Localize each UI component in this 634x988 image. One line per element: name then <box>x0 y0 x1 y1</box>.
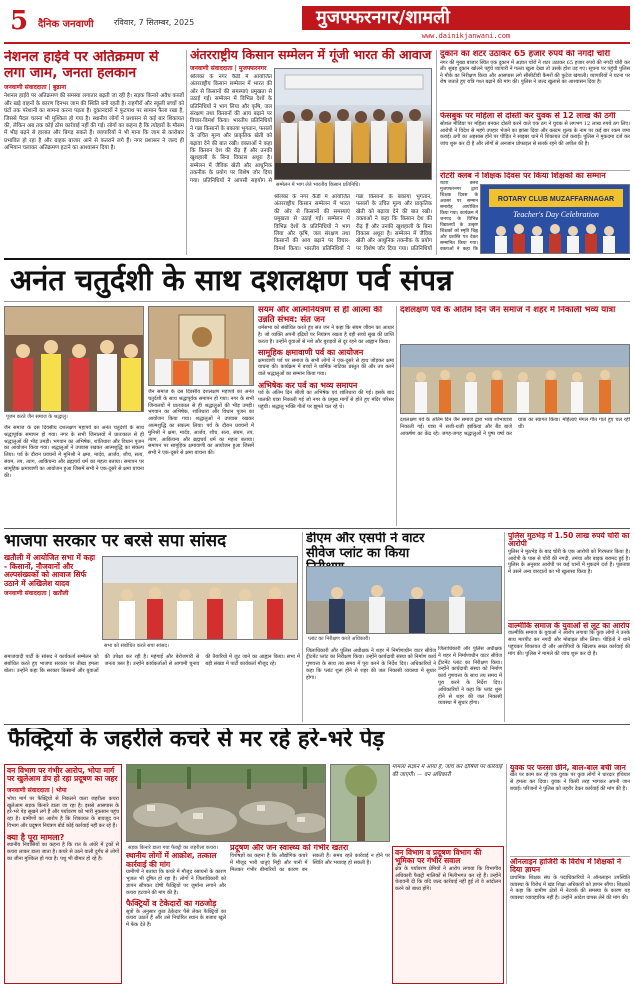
teachers-story <box>510 858 630 984</box>
teachers-headline: ऑनलाइन हाजिरी के विरोध में शिक्षकों ने दिया ज्ञापन <box>510 858 622 875</box>
main-banner-body-block <box>148 389 254 527</box>
kisan-body-cont: श्रीलंका के नगर कैंडी में आयोजित अंतरराष्ट्रीय किसान सम्मेलन में भारत की ओर से किसानों की समस्याएं प्रमुखता से उठाई गईं। सम्मेलन में विभिन्न देशों के प्रतिनिधियों ने भाग लिया और कृषि, जल संरक्षण तथा किसानों की आय बढ़ाने पर विचार-विमर्श किया। भारतीय प्रतिनिधियों ने गन्ना किसानों के बकाया भुगतान, फसलों के उचित मूल्य और प्राकृतिक खेती को बढ़ावा देने की बात रखी। वक्ताओं ने कहा कि किसान देश की रीढ़ हैं और उनकी खुशहाली के बिना विकास अधूरा है। सम्मेलन में जैविक खेती और आधुनिक तकनीक के प्रयोग पर विशेष जोर दिया गया। प्रतिनिधियों <box>274 194 432 252</box>
rotary-story <box>440 172 630 256</box>
bhajpa-story <box>4 532 300 722</box>
highway-body: नेशनल हाईवे पर अतिक्रमण की समस्या लगातार बढ़ती जा रही है। सड़क किनारे अवैध कब्जों और खड़े वाहनों के कारण दिनभर जाम की स्थिति बनी रहती है। राहगीरों और स्कूली बच्चों को घंटों तक परेशानी का सामना करना पड़ता है। दुकानदारों ने फुटपाथ पर सामान फैला रखा है, जिससे पैदल चलना भी मुश्किल हो गया है। स्थानीय लोगों ने प्रशासन से कई बार शिकायत की, लेकिन अब तक कोई ठोस कार्रवाई नहीं की गई। लोगों का कहना है कि त्योहारों के मौसम में भीड़ बढ़ने से हालात और बिगड़ सकते हैं। व्यापारियों ने भी माना कि जाम से कारोबार प्रभावित हो रहा है और ग्राहक बाजार आने से कतराने लगे हैं। नगर प्रशासन ने जल्द ही अभियान चलाकर अतिक्रमण हटाने का आश्वासन दिया है। <box>4 93 184 152</box>
factories-col3 <box>230 844 390 984</box>
main-banner <box>4 258 630 302</box>
jain-puja-caption: पूजन करते जैन समाज के श्रद्धालु। <box>6 414 68 420</box>
dm-headline: डीएम और एसपी ने वाटर सीवेज प्लांट का किया <box>306 532 425 561</box>
factories-col2 <box>126 844 226 984</box>
paper-name: दैनिक जनवाणी <box>38 19 94 30</box>
rotary-body: रोटरी क्लब मुजफ्फरनगर द्वारा शिक्षक दिवस के अवसर पर सम्मान समारोह आयोजित किया गया। कार्यक्रम में जनपद के विभिन्न विद्यालयों के उत्कृष्ट शिक्षकों को स्मृति चिह्न और प्रशस्ति पत्र देकर सम्मानित किया गया। वक्ताओं ने कहा कि <box>440 180 478 251</box>
dm-body-right: जिलाधिकारी और पुलिस अधीक्षक ने शहर में निर्माणाधीन वाटर सीवेज ट्रीटमेंट प्लांट का निरीक्षण किया। उन्होंने कार्यदायी संस्था को निर्माण कार्य गुणवत्ता के साथ तय समय में पूरा करने के निर्देश दिए। अधिकारियों ने कहा कि प्लांट शुरू होने से शहर की जल निकासी व्यवस्था में सुधार होगा। <box>438 646 502 707</box>
theft-story <box>440 50 630 108</box>
dashlakshan-last-body: दशलक्षण पर्व के अंतिम दिन जैन समाज द्वारा भव्य शोभायात्रा निकाली गई। यात्रा में सजी-धजी झांकियां और बैंड बाजे आकर्षण का केंद्र रहे। जगह-जगह श्रद्धालुओं ने पुष्प वर्षा कर यात्रा का स्वागत किया। महिलाएं मंगल गीत गाते हुए चल रही थीं। <box>400 417 630 437</box>
highway-story <box>4 50 184 255</box>
kisan-headline: अंतरराष्ट्रीय किसान सम्मेलन में गूंजी भारत की आवाज <box>190 48 432 62</box>
dashlakshan-last-story <box>400 306 630 342</box>
bhajpa-photo <box>102 556 298 640</box>
dm-caption: प्लांट का निरीक्षण करते अधिकारी। <box>308 636 371 642</box>
factory-waste-photo <box>126 764 326 842</box>
main-banner-body-left: जैन समाज के दस दिवसीय दशलक्षण महापर्व का अनंत चतुर्दशी के साथ श्रद्धापूर्वक समापन हो गया। नगर के सभी जिनालयों में प्रातःकाल से ही श्रद्धालुओं की भीड़ उमड़ी। भगवान का अभिषेक, शांतिधारा और विधान पूजन का आयोजन किया गया। श्रद्धालुओं ने उपवास रखकर आत्मशुद्धि का संकल्प लिया। पर्व के दौरान प्रवचनों में मुनिश्री ने क्षमा, मार्दव, आर्जव, शौच, सत्य, संयम, तप, त्याग, आकिंचन्य और ब्रह्मचर्य धर्म का महत्व बताया। समापन पर सामूहिक क्षमावाणी का आयोजन हुआ जिसमें सभी ने एक-दूसरे से क्षमा याचना की। <box>4 425 144 479</box>
factories-box1-byline: जनवाणी संवाददाता | भोपा <box>7 786 67 794</box>
facebook-body: सोशल मीडिया पर महिला बनकर दोस्ती करने वाले एक ठग ने युवक से लगभग 12 लाख रुपये ठग लिए। आरोपी ने विदेश से महंगे उपहार भेजने का झांसा दिया और कस्टम शुल्क के नाम पर कई बार रकम जमा कराई। ठगी का अहसास होने पर पीड़ित ने साइबर थाने में शिकायत दर्ज कराई। पुलिस ने मुकदमा दर्ज कर जांच शुरू कर दी है और लोगों से अनजान प्रोफाइल से सतर्क रहने की अपील की है। <box>440 120 630 147</box>
factories-col3-headline: प्रदूषण और जन स्वास्थ्य को गंभीर खतरा <box>230 844 349 852</box>
factories-col2-body: ग्रामीणों ने बताया कि कचरे में मौजूद रसायनों के कारण भूजल भी दूषित हो रहा है। लोगों ने जिलाधिकारी को ज्ञापन सौंपकर दोषी फैक्ट्रियों पर जुर्माना लगाने और कचरा हटवाने की मांग की है। <box>126 869 226 896</box>
valmiki-body: वाल्मीकि समाज के युवाओं ने आरोप लगाया कि कुछ लोगों ने उनके साथ मारपीट कर नगदी और मोबाइल छीन लिया। पीड़ितों ने थाने पहुंचकर शिकायत दी और आरोपियों के खिलाफ सख्त कार्रवाई की मांग की। पुलिस ने मामले की जांच शुरू कर दी है। <box>508 630 630 657</box>
factories-quote: मामला संज्ञान में आया है, जांच कर दोषियों पर कार्रवाई की जाएगी। — वन अधिकारी <box>392 764 503 778</box>
bhajpa-subhead: खतौली में आयोजित सभा में कहा - किसानों, नौजवानों और अल्पसंख्यकों को आवाज सिर्फ उठाने में अखिलेश यादव <box>4 553 96 588</box>
sanyam-sub-headline: सामूहिक क्षमावाणी पर्व का आयोजन <box>258 348 364 358</box>
kisan-byline: जनवाणी संवाददाता | मुजफ्फरनगर <box>190 65 267 72</box>
factories-box2-body: क्षेत्र के पर्यावरण प्रेमियों ने आरोप लगाया कि विभागीय अधिकारी फैक्ट्री मालिकों से मिलीभगत कर रहे हैं। उन्होंने चेतावनी दी कि यदि जल्द कार्रवाई नहीं हुई तो वे आंदोलन करने को बाध्य होंगे। <box>395 865 501 893</box>
kisan-body: श्रीलंका के नगर कैंडी में आयोजित अंतरराष्ट्रीय किसान सम्मेलन में भारत की ओर से किसानों की समस्याएं प्रमुखता से उठाई गईं। सम्मेलन में विभिन्न देशों के प्रतिनिधियों ने भाग लिया और कृषि, जल संरक्षण तथा किसानों की आय बढ़ाने पर विचार-विमर्श किया। भारतीय प्रतिनिधियों ने गन्ना किसानों के बकाया भुगतान, फसलों के उचित मूल्य और प्राकृतिक खेती को बढ़ावा देने की बात रखी। वक्ताओं ने कहा कि किसान देश की रीढ़ हैं और उनकी खुशहाली के बिना विकास अधूरा है। सम्मेलन में जैविक खेती और आधुनिक तकनीक के प्रयोग पर विशेष जोर दिया गया। प्रतिनिधियों ने आपसी सहयोग से <box>190 74 272 184</box>
valmiki-story <box>508 622 630 722</box>
factories-col3-body: विशेषज्ञों का कहना है कि औद्योगिक कचरे में मौजूद भारी धातुएं मिट्टी और पानी में मिलकर गंभीर बीमारियों का कारण बन सकती हैं। समय रहते कार्रवाई न होने पर स्थिति और भयावह हो सकती है। <box>230 852 390 873</box>
rotary-photo-sub: Teacher's Day Celebration <box>513 210 599 219</box>
sanyam-sub-body: क्षमावाणी पर्व पर समाज के सभी लोगों ने एक-दूसरे से हाथ जोड़कर क्षमा याचना की। कार्यक्रम में बच्चों ने धार्मिक नाटिका प्रस्तुत की और तप करने वाले श्रद्धालुओं का सम्मान किया गया। <box>258 357 394 378</box>
facebook-headline: फेसबुक पर महिला से दोस्ती कर युवक से 12 लाख की ठगी <box>440 112 616 120</box>
factories-box1-subhead: क्या है पूरा मामला? <box>7 832 65 842</box>
abhishek-body: पर्व के अंतिम दिन श्रीजी का अभिषेक एवं शांतिधारा की गई। इसके बाद पालकी यात्रा निकाली गई जो नगर के प्रमुख मार्गों से होते हुए मंदिर परिसर पहुंची। श्रद्धालु भक्ति गीतों पर झूमते चल रहे थे। <box>258 390 394 410</box>
looters-headline: पुलिस मुठभेड़ में 1.50 लाख रुपये चोरी का आरोपी <box>508 532 630 549</box>
kisan-caption: सम्मेलन में भाग लेते भारतीय किसान प्रतिनिधि। <box>276 182 361 188</box>
website-url[interactable]: www.dainikjanwani.com <box>421 32 511 40</box>
youth-story <box>510 764 630 854</box>
factories-story <box>4 728 630 762</box>
sanyam-headline: संयम और आत्मनियंत्रण से ही आत्मा की उन्नति संभव: संत जन <box>258 306 383 325</box>
factories-box1-body: भोपा मार्ग पर फैक्ट्रियों से निकलने वाला जहरीला कचरा खुलेआम सड़क किनारे डाला जा रहा है। इससे आसपास के हरे-भरे पेड़ सूखने लगे हैं और पर्यावरण को भारी नुकसान पहुंच रहा है। ग्रामीणों का आरोप है कि शिकायत के बावजूद वन विभाग और प्रदूषण नियंत्रण बोर्ड कोई कार्रवाई नहीं कर रहे हैं। <box>7 795 119 829</box>
highway-byline: जनवाणी संवाददाता | बुढाना <box>4 84 67 92</box>
edition-title: मुजफ्फरनगर/शामली <box>302 6 630 30</box>
jain-puja-photo <box>4 306 144 412</box>
page-number: 5 <box>10 6 29 36</box>
masthead <box>4 4 630 44</box>
youth-headline: युवक पर फरसा छीने, बाल-बाल बची जान <box>510 764 626 772</box>
factories-box2-headline: वन विभाग व प्रदूषण विभाग की भूमिका पर गंभीर सवाल <box>395 848 482 866</box>
jain-temple-photo <box>148 306 254 386</box>
bhajpa-byline: जनवाणी संवाददाता | खतौली <box>4 589 69 597</box>
rotary-headline: रोटरी क्लब ने शिक्षक दिवस पर किया शिक्षकों का सम्मान <box>440 172 606 180</box>
factory-tree-photo <box>330 764 390 842</box>
factories-col2-subbody: सूत्रों के अनुसार कुछ ठेकेदार पैसे लेकर फैक्ट्रियों का कचरा उठाते हैं और उसे निर्धारित स्थान के बजाय खुले में फेंक देते हैं। <box>126 908 226 929</box>
dm-photo <box>306 566 502 634</box>
sanyam-story <box>258 306 394 526</box>
factory-caption: सड़क किनारे डाला गया फैक्ट्री का जहरीला कचरा। <box>128 845 219 851</box>
factories-box1-subbody: स्थानीय निवासियों का कहना है कि रात के अंधेरे में ट्रकों से कचरा लाकर डाला जाता है। कचरे से उठने वाली दुर्गंध से लोगों का जीना मुश्किल हो गया है। पशु भी बीमार हो रहे हैं। <box>7 841 119 862</box>
highway-headline: नेशनल हाईवे पर अतिक्रमण से लगा जाम, जनता हलकान <box>4 50 159 81</box>
dashlakshan-last-body-block <box>400 417 630 527</box>
abhishek-headline: अभिषेक कर पर्व का भव्य समापन <box>258 381 358 390</box>
issue-date: रविवार, 7 सितम्बर, 2025 <box>114 18 195 27</box>
valmiki-headline: वाल्मीकि समाज के युवाओं से लूट का आरोप <box>508 622 630 630</box>
dm-body-right-block <box>438 646 502 722</box>
facebook-story <box>440 112 630 168</box>
factories-box1 <box>4 764 122 984</box>
sanyam-body: धर्मसभा को संबोधित करते हुए संत जन ने कहा कि संयम जीवन का आधार है। जो व्यक्ति अपनी इंद्रियों पर नियंत्रण रखता है वही सच्चे सुख की प्राप्ति करता है। उन्होंने युवाओं से नशे और बुराइयों से दूर रहने का आह्वान किया। <box>258 325 394 345</box>
theft-headline: दुकान का शटर उठाकर 65 हजार रुपये की नगदी चोरी <box>440 50 611 59</box>
main-banner-side-block <box>4 425 144 527</box>
factories-col2-subhead: फैक्ट्रियों व टेकेदारों का गठजोड़ <box>126 899 217 909</box>
factories-box2 <box>392 846 504 984</box>
factories-headline: फैक्ट्रियों के जहरीले कचरे से मर रहे हरे-भरे पेड़ <box>8 728 385 752</box>
bhajpa-body: समाजवादी पार्टी के सांसद ने कार्यकर्ता सम्मेलन को संबोधित करते हुए भाजपा सरकार पर तीखा हमला बोला। उन्होंने कहा कि सरकार किसानों और युवाओं की उपेक्षा कर रही है। महंगाई और बेरोजगारी से जनता त्रस्त है। उन्होंने कार्यकर्ताओं से आगामी चुनाव की तैयारियों में जुट जाने का आह्वान किया। सभा में बड़ी संख्या में पार्टी कार्यकर्ता मौजूद रहे। <box>4 654 300 674</box>
main-banner-body: जैन समाज के दस दिवसीय दशलक्षण महापर्व का अनंत चतुर्दशी के साथ श्रद्धापूर्वक समापन हो गया। नगर के सभी जिनालयों में प्रातःकाल से ही श्रद्धालुओं की भीड़ उमड़ी। भगवान का अभिषेक, शांतिधारा और विधान पूजन का आयोजन किया गया। श्रद्धालुओं ने उपवास रखकर आत्मशुद्धि का संकल्प लिया। पर्व के दौरान प्रवचनों में मुनिश्री ने क्षमा, मार्दव, आर्जव, शौच, सत्य, संयम, तप, त्याग, आकिंचन्य और ब्रह्मचर्य धर्म का महत्व बताया। समापन पर सामूहिक क्षमावाणी का आयोजन हुआ जिसमें सभी ने एक-दूसरे से क्षमा याचना की। <box>148 389 254 457</box>
youth-body: खेत पर काम कर रहे एक युवक पर कुछ लोगों ने धारदार हथियार से हमला कर दिया। युवक ने किसी तरह भागकर अपनी जान बचाई। परिजनों ने पुलिस को तहरीर देकर कार्रवाई की मांग की है। <box>510 772 630 792</box>
theft-body: नगर की मुख्य बाजार स्थित एक दुकान में अज्ञात चोरों ने शटर उठाकर 65 हजार रुपये की नगदी चोरी कर ली। सुबह दुकान खोलने पहुंचे व्यापारी ने गल्ला खुला देखा तो उसके होश उड़ गए। सूचना पर पहुंची पुलिस ने मौके का निरीक्षण किया और आसपास लगे सीसीटीवी कैमरों की फुटेज खंगाली। व्यापारियों ने घटना पर रोष जताते हुए रात्रि गश्त बढ़ाने की मांग की। पुलिस ने जल्द खुलासे का आश्वासन दिया है। <box>440 59 630 86</box>
procession-photo <box>400 344 630 414</box>
factories-col2-headline: स्थानीय लोगों में आक्रोश, तत्काल कार्रवाई की मांग <box>126 851 217 869</box>
kisan-story <box>190 48 434 256</box>
factories-box1-headline: वन विभाग पर गंभीर आरोप, भोपा मार्ग पर खुलेआम डंप हो रहा प्रदूषण का जहर <box>7 766 118 784</box>
looters-story <box>508 532 630 618</box>
dashlakshan-last-headline: दशलक्षण पर्व के अंतिम दिन जैन समाज ने शहर में निकाली भव्य यात्रा <box>400 306 616 315</box>
main-banner-headline: अनंत चतुर्दशी के साथ दशलक्षण पर्व संपन्न <box>10 263 453 297</box>
bhajpa-caption: सभा को संबोधित करते सपा सांसद। <box>104 643 169 649</box>
factories-quote-block <box>392 764 504 844</box>
teachers-body: प्राथमिक शिक्षक संघ के पदाधिकारियों ने ऑनलाइन उपस्थिति व्यवस्था के विरोध में खंड शिक्षा अधिकारी को ज्ञापन सौंपा। शिक्षकों ने कहा कि ग्रामीण क्षेत्रों में नेटवर्क की समस्या के कारण यह व्यवस्था व्यावहारिक नहीं है। उन्होंने आदेश वापस लेने की मांग की। <box>510 874 630 902</box>
bhajpa-headline: भाजपा सरकार पर बरसे सपा सांसद <box>4 532 227 551</box>
dm-body: जिलाधिकारी और पुलिस अधीक्षक ने शहर में निर्माणाधीन वाटर सीवेज ट्रीटमेंट प्लांट का निरीक्षण किया। उन्होंने कार्यदायी संस्था को निर्माण कार्य गुणवत्ता के साथ तय समय में पूरा करने के निर्देश दिए। अधिकारियों ने कहा कि प्लांट शुरू होने से शहर की जल निकासी व्यवस्था में सुधार होगा। <box>306 647 436 681</box>
main-banner-sub-story <box>148 420 254 421</box>
looters-body: पुलिस ने मुठभेड़ के बाद चोरी के एक आरोपी को गिरफ्तार किया है। आरोपी के पास से चोरी की नगदी, तमंचा और बाइक बरामद हुई है। पुलिस के अनुसार आरोपी पर कई थानों में मुकदमे दर्ज हैं। पूछताछ में उसने अन्य वारदातों का भी खुलासा किया है। <box>508 548 630 576</box>
kisan-photo <box>274 68 432 180</box>
rotary-photo <box>480 184 630 254</box>
rotary-photo-banner: ROTARY CLUB MUZAFFARNAGAR <box>497 196 615 203</box>
